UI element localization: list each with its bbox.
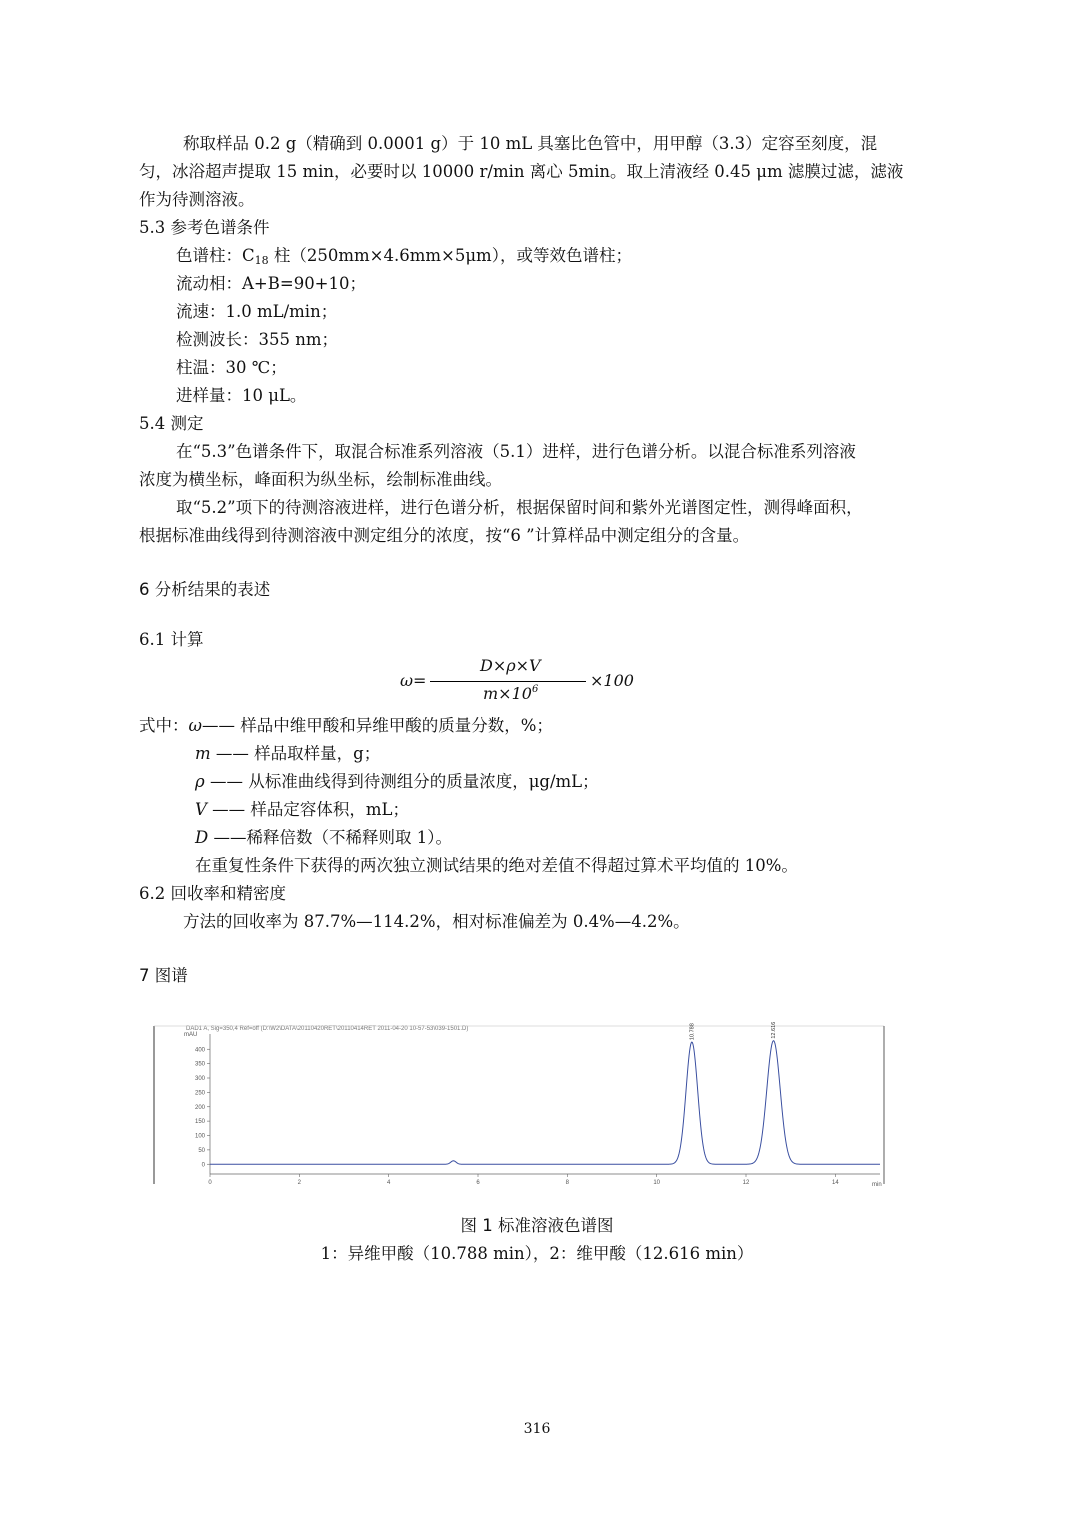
peak-label: 12.616 — [770, 1022, 777, 1039]
formula-lhs: ω= — [400, 671, 427, 690]
page-number: 316 — [523, 1421, 551, 1437]
y-tick-label: 300 — [194, 1076, 205, 1082]
x-tick-label: 0 — [208, 1180, 212, 1186]
chromatogram-trace — [210, 1041, 880, 1165]
y-tick-label: 0 — [201, 1162, 205, 1169]
fraction-bar — [430, 681, 586, 682]
y-tick-label: 400 — [194, 1047, 205, 1054]
chart-title: DAD1 A, Sig=350,4 Ref=off (D:\W2\DATA\20110420RET\20110414RET 2011-04-20 10-57-53\039-1501.D) — [186, 1026, 469, 1032]
determination-p1-line-1: 在“5.3”色谱条件下，取混合标准系列溶液（5.1）进样，进行色谱分析。以混合标准系列溶液 — [176, 442, 856, 461]
recovery-statement: 方法的回收率为 87.7%—114.2%，相对标准偏差为 0.4%—4.2%。 — [183, 912, 690, 931]
y-tick-label: 250 — [194, 1090, 205, 1097]
flow-rate: 流速：1.0 mL/min； — [176, 302, 338, 321]
section-5-4-heading: 5.4 测定 — [139, 414, 204, 433]
sample-prep-line-1: 称取样品 0.2 g（精确到 0.0001 g）于 10 mL 具塞比色管中，用甲醇（3.3）定容至刻度，混 — [183, 134, 878, 153]
chromatographic-column: 色谱柱：$C_{18}$ 柱（250mm×4.6mm×5μm），或等效色谱柱； — [176, 246, 632, 267]
figure-note: 1：异维甲酸（10.788 min），2：维甲酸（12.616 min） — [320, 1244, 754, 1263]
y-tick-label: 200 — [194, 1104, 205, 1111]
section-6-heading: 6 分析结果的表述 — [139, 580, 271, 599]
determination-p2-line-1: 取“5.2”项下的待测溶液进样，进行色谱分析，根据保留时间和紫外光谱图定性，测得峰面积， — [176, 498, 863, 517]
peak-label: 10.788 — [689, 1023, 696, 1041]
chromatogram-chart — [150, 1022, 888, 1188]
x-tick-label: 8 — [565, 1180, 570, 1186]
section-6-1-heading: 6.1 计算 — [139, 630, 204, 649]
section-6-2-heading: 6.2 回收率和精密度 — [139, 884, 286, 903]
sample-prep-line-2: 匀，冰浴超声提取 15 min，必要时以 10000 r/min 离心 5min。取上清液经 0.45 μm 滤膜过滤，滤液 — [139, 162, 904, 181]
x-tick-label: 6 — [476, 1180, 480, 1186]
y-tick-label: 350 — [194, 1061, 205, 1068]
detection-wavelength: 检测波长：355 nm； — [176, 330, 339, 349]
x-tick-label: 2 — [297, 1180, 302, 1186]
calculation-formula — [400, 656, 640, 708]
determination-p1-line-2: 浓度为横坐标，峰面积为纵坐标，绘制标准曲线。 — [139, 470, 502, 489]
y-tick-label: 150 — [194, 1119, 205, 1126]
y-tick-label: 100 — [194, 1133, 205, 1140]
x-tick-label: 14 — [831, 1180, 839, 1186]
x-tick-label: 4 — [386, 1180, 391, 1186]
variable-m: m —— 样品取样量，g； — [195, 744, 381, 763]
variable-omega: 式中：ω—— 样品中维甲酸和异维甲酸的质量分数，%； — [139, 716, 553, 735]
formula-numerator: D×ρ×V — [480, 656, 541, 675]
determination-p2-line-2: 根据标准曲线得到待测溶液中测定组分的浓度，按“6 ”计算样品中测定组分的含量。 — [139, 526, 750, 545]
injection-volume: 进样量：10 μL。 — [176, 386, 307, 405]
y-tick-label: 50 — [198, 1147, 205, 1154]
figure-title: 图 1 标准溶液色谱图 — [460, 1216, 614, 1235]
x-tick-label: 12 — [742, 1180, 750, 1186]
mobile-phase: 流动相：A+B=90+10； — [176, 274, 367, 293]
column-temperature: 柱温：30 ℃； — [176, 358, 287, 377]
formula-denominator: $m\times 10^6$ — [483, 684, 539, 703]
x-axis-label: min — [872, 1182, 882, 1188]
variable-d: D ——稀释倍数（不稀释则取 1）。 — [195, 828, 452, 847]
formula-rhs: ×100 — [590, 671, 634, 690]
x-tick-label: 10 — [653, 1180, 661, 1186]
variable-v: V —— 样品定容体积，mL； — [195, 800, 410, 819]
repeatability-statement: 在重复性条件下获得的两次独立测试结果的绝对差值不得超过算术平均值的 10%。 — [195, 856, 798, 875]
variable-rho: ρ —— 从标准曲线得到待测组分的质量浓度，μg/mL； — [195, 772, 599, 791]
sample-prep-line-3: 作为待测溶液。 — [139, 190, 255, 209]
section-5-3-heading: 5.3 参考色谱条件 — [139, 218, 270, 237]
y-axis-label: mAU — [184, 1032, 198, 1038]
section-7-heading: 7 图谱 — [139, 966, 188, 985]
